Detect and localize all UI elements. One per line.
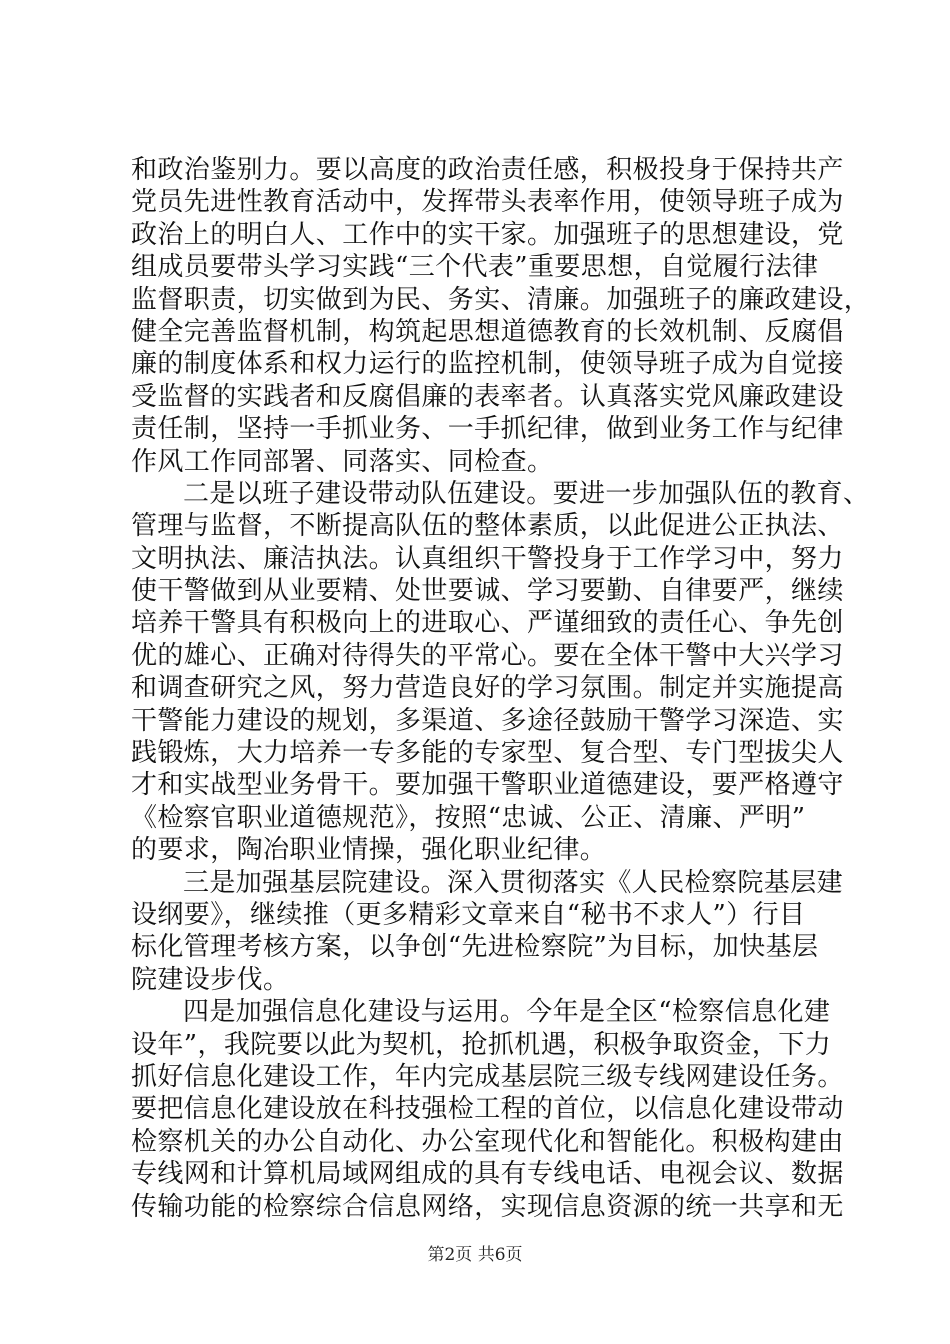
text-line: 《检察官职业道德规范》，按照“忠诚、公正、清廉、严明”	[131, 802, 806, 833]
text-line: 健全完善监督机制，构筑起思想道德教育的长效机制、反腐倡	[131, 316, 844, 347]
paragraph-start-line: 二是以班子建设带动队伍建设。要进一步加强队伍的教育、	[183, 478, 870, 509]
page-footer: 第2页 共6页	[427, 1245, 523, 1265]
text-line: 检察机关的办公自动化、办公室现代化和智能化。积极构建由	[131, 1126, 844, 1157]
text-line: 党员先进性教育活动中，发挥带头表率作用，使领导班子成为	[131, 187, 844, 218]
text-line: 优的雄心、正确对待得失的平常心。要在全体干警中大兴学习	[131, 640, 844, 671]
text-line: 的要求，陶冶职业情操，强化职业纪律。	[131, 835, 607, 866]
text-line: 践锻炼，大力培养一专多能的专家型、复合型、专门型拔尖人	[131, 738, 844, 769]
text-line: 标化管理考核方案，以争创“先进检察院”为目标，加快基层	[131, 932, 819, 963]
text-line: 廉的制度体系和权力运行的监控机制，使领导班子成为自觉接	[131, 349, 844, 380]
text-line: 文明执法、廉洁执法。认真组织干警投身于工作学习中，努力	[131, 543, 844, 574]
text-line: 和调查研究之风，努力营造良好的学习氛围。制定并实施提高	[131, 673, 844, 704]
text-line: 使干警做到从业要精、处世要诚、学习要勤、自律要严，继续	[131, 576, 844, 607]
text-line: 传输功能的检察综合信息网络，实现信息资源的统一共享和无	[131, 1191, 844, 1222]
text-line: 要把信息化建设放在科技强检工程的首位，以信息化建设带动	[131, 1094, 844, 1125]
text-line: 培养干警具有积极向上的进取心、严谨细致的责任心、争先创	[131, 608, 844, 639]
text-line: 设纲要》，继续推（更多精彩文章来自“秘书不求人”）行目	[131, 899, 806, 930]
text-line: 专线网和计算机局域网组成的具有专线电话、电视会议、数据	[131, 1159, 844, 1190]
text-line: 责任制，坚持一手抓业务、一手抓纪律，做到业务工作与纪律	[131, 414, 844, 445]
text-line: 作风工作同部署、同落实、同检查。	[131, 446, 554, 477]
text-line: 干警能力建设的规划，多渠道、多途径鼓励干警学习深造、实	[131, 705, 844, 736]
text-line: 和政治鉴别力。要以高度的政治责任感，积极投身于保持共产	[131, 155, 844, 185]
paragraph-start-line: 四是加强信息化建设与运用。今年是全区“检察信息化建	[183, 997, 831, 1028]
text-line: 管理与监督，不断提高队伍的整体素质，以此促进公正执法、	[131, 511, 844, 542]
text-line: 受监督的实践者和反腐倡廉的表率者。认真落实党风廉政建设	[131, 381, 844, 412]
text-line: 设年”，我院要以此为契机，抢抓机遇，积极争取资金，下力	[131, 1029, 832, 1060]
text-line: 监督职责，切实做到为民、务实、清廉。加强班子的廉政建设，	[131, 284, 871, 315]
text-line: 才和实战型业务骨干。要加强干警职业道德建设，要严格遵守	[131, 770, 844, 801]
document-body	[131, 154, 871, 1223]
text-line: 政治上的明白人、工作中的实干家。加强班子的思想建设，党	[131, 219, 844, 250]
text-line: 院建设步伐。	[131, 964, 290, 995]
paragraph-start-line: 三是加强基层院建设。深入贯彻落实《人民检察院基层建	[183, 867, 844, 898]
text-line: 组成员要带头学习实践“三个代表”重要思想，自觉履行法律	[131, 252, 819, 283]
text-line: 抓好信息化建设工作，年内完成基层院三级专线网建设任务。	[131, 1061, 844, 1092]
